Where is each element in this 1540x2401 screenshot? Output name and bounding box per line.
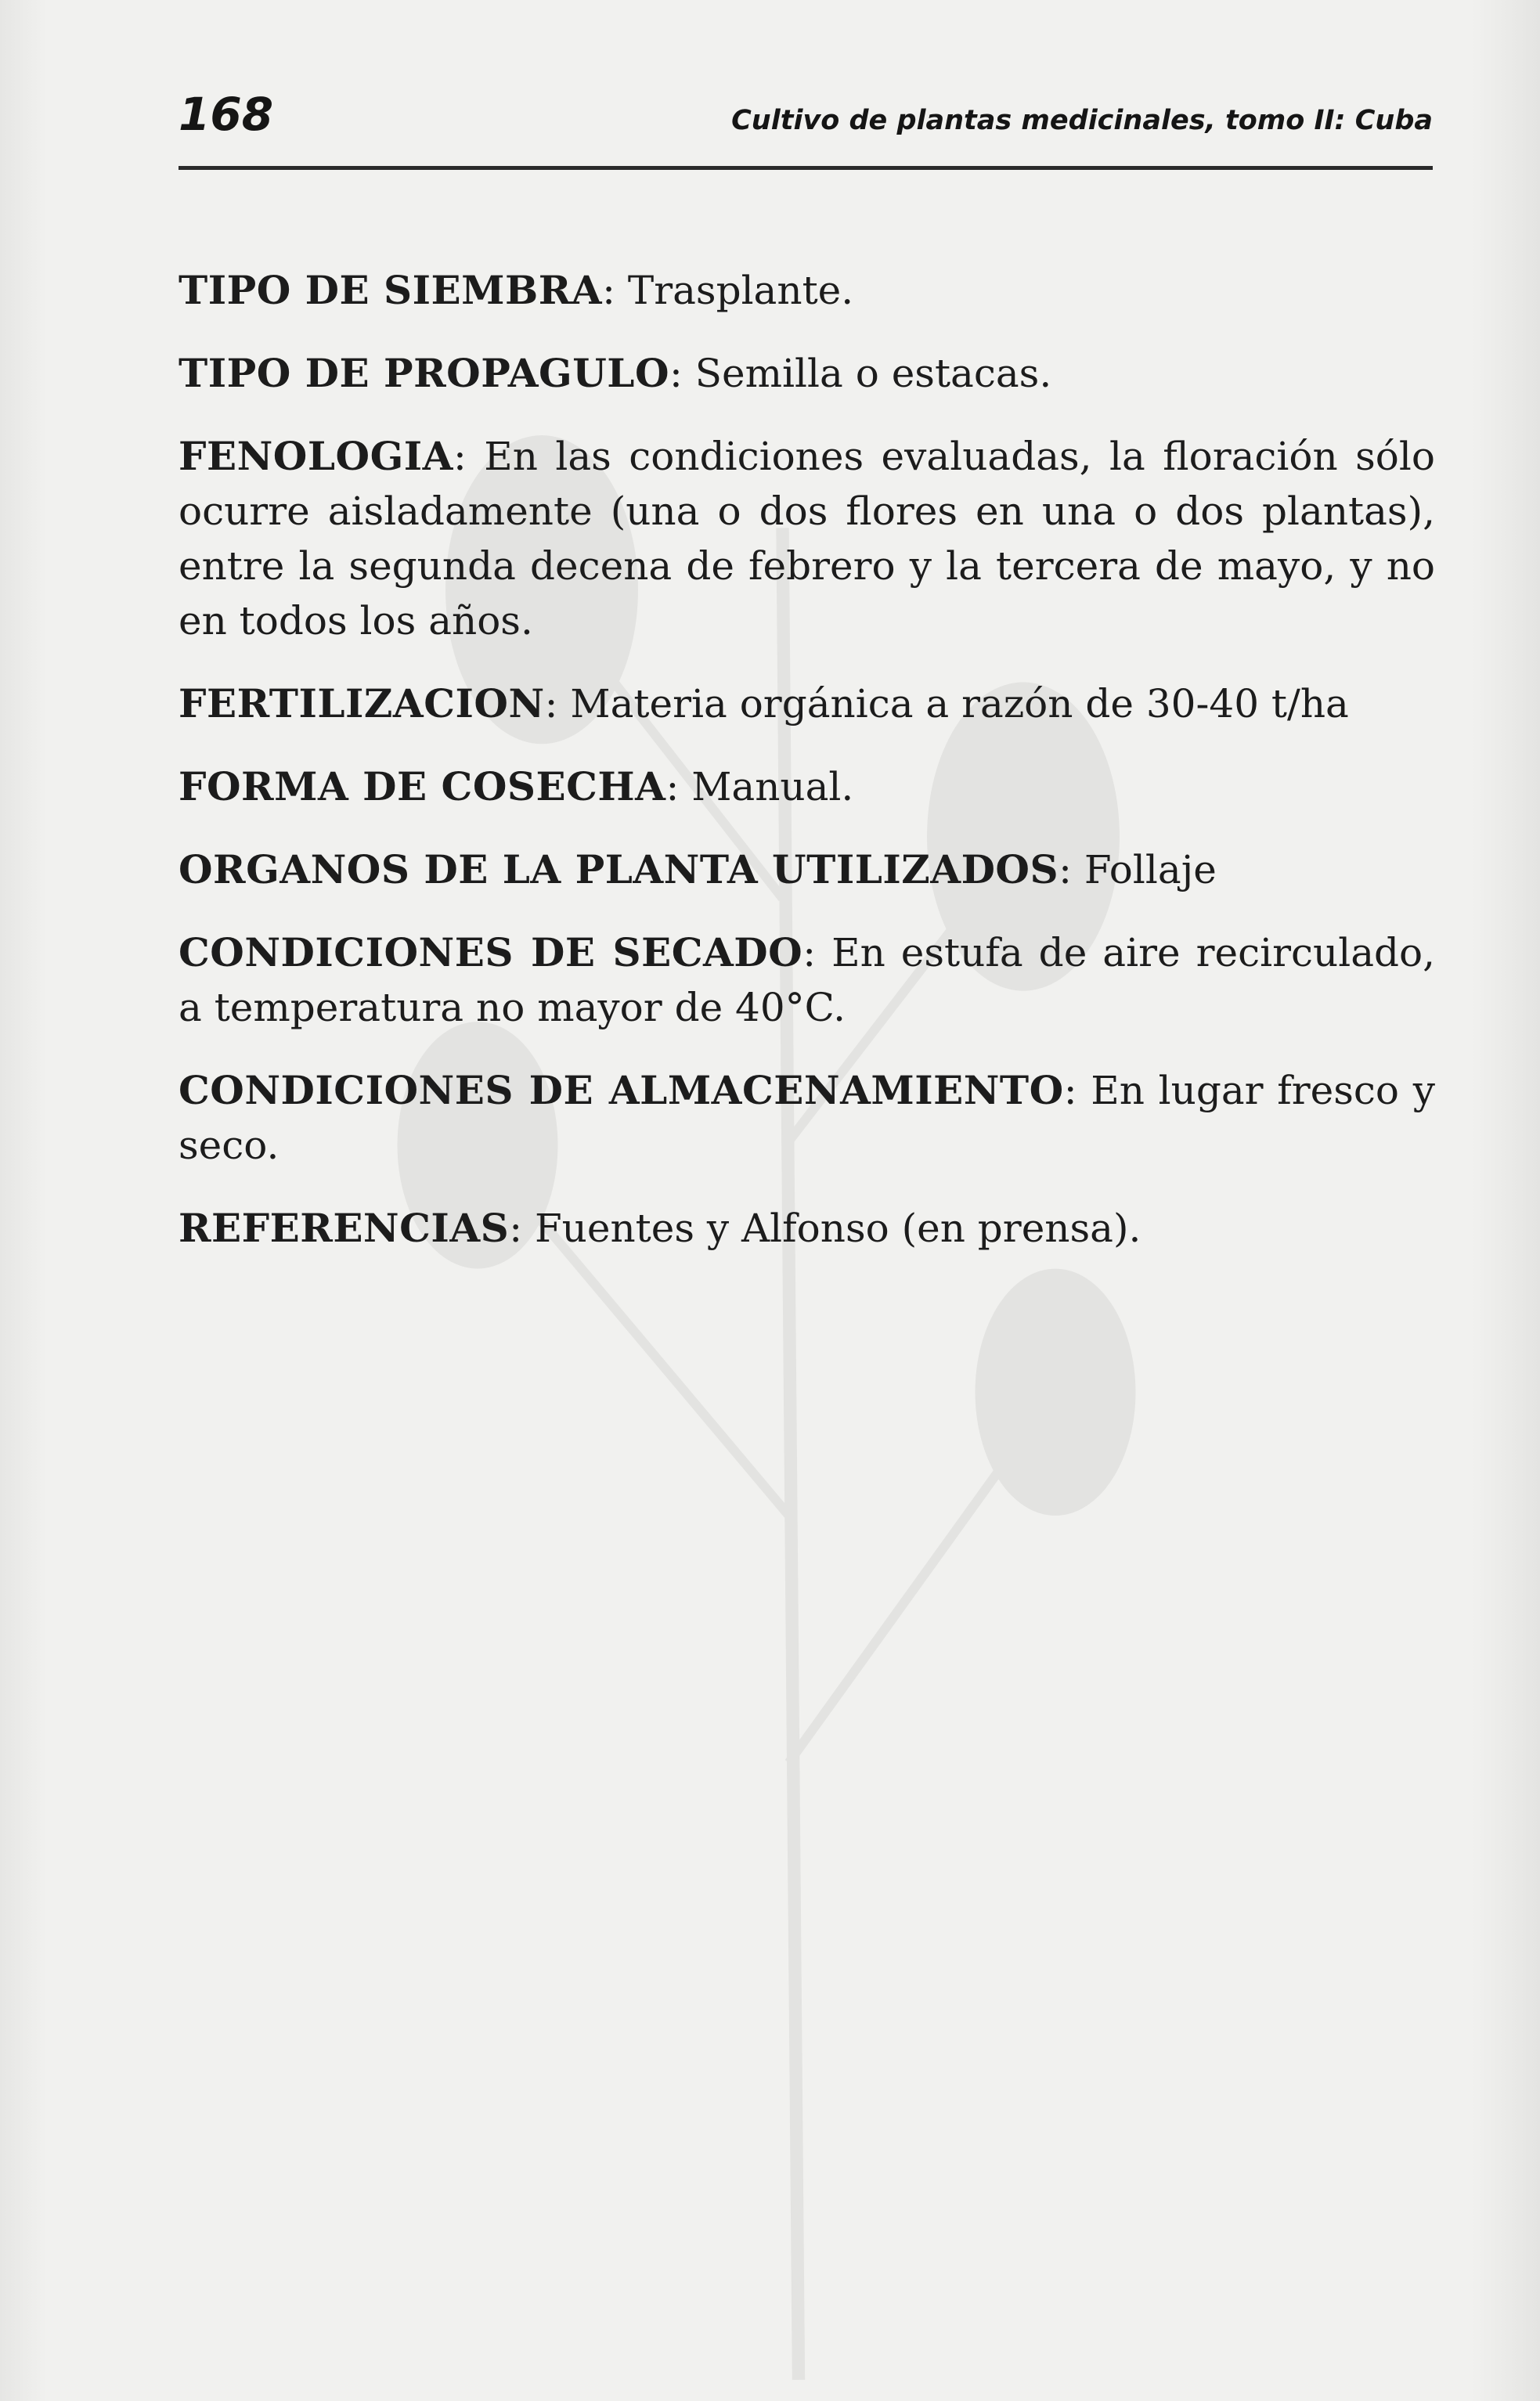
entry-text: Materia orgánica a razón de 30-40 t/ha [570, 681, 1349, 726]
entry-label: FORMA DE COSECHA [179, 763, 666, 809]
text-body [179, 263, 1435, 1284]
entry-text: Trasplante. [627, 268, 854, 313]
page-number: 168 [179, 88, 274, 141]
entry-forma-de-cosecha: FORMA DE COSECHA: Manual. [179, 763, 854, 809]
entry-label: CONDICIONES DE ALMACENAMIENTO [179, 1067, 1064, 1113]
entry-text: Semilla o estacas. [694, 351, 1052, 396]
entry-label: FERTILIZACION [179, 680, 545, 726]
entry-label: FENOLOGIA [179, 433, 453, 479]
entry-organos-utilizados: ORGANOS DE LA PLANTA UTILIZADOS: Follaje [179, 846, 1217, 892]
entry-fertilizacion: FERTILIZACION: Materia orgánica a razón de 30-40 t/ha [179, 680, 1349, 726]
entry-text: Manual. [691, 764, 854, 809]
entry-text: Follaje [1084, 847, 1217, 892]
entry-text: Fuentes y Alfonso (en prensa). [534, 1206, 1141, 1251]
entry-label: ORGANOS DE LA PLANTA UTILIZADOS [179, 846, 1059, 892]
entry-condiciones-de-secado: CONDICIONES DE SECADO: En estufa de aire recirculado, a temperatura no mayor de 40°C. [179, 929, 1436, 1030]
entry-referencias: REFERENCIAS: Fuentes y Alfonso (en prensa). [179, 1205, 1141, 1251]
entry-text: En las condiciones evaluadas, la floración sólo ocurre aisladamente (una o dos flores en una o dos plantas), entre la segunda decena de febrero y la tercera de mayo, y no en todos los años. [179, 434, 1435, 644]
entry-text: En estufa de aire recirculado, a temperatura no mayor de 40°C. [179, 930, 1436, 1030]
entry-label: TIPO DE PROPAGULO [179, 350, 670, 396]
entry-tipo-de-propagulo: TIPO DE PROPAGULO: Semilla o estacas. [179, 350, 1052, 396]
entry-tipo-de-siembra: TIPO DE SIEMBRA: Trasplante. [179, 267, 854, 313]
entry-fenologia: FENOLOGIA: En las condiciones evaluadas, la floración sólo ocurre aisladamente (una o dos flores en una o dos plantas), entre la segunda decena de febrero y la tercera de mayo, y no en todos los años. [179, 433, 1435, 644]
entry-label: TIPO DE SIEMBRA [179, 267, 603, 313]
entry-label: CONDICIONES DE SECADO [179, 929, 803, 975]
entry-text: En lugar fresco y seco. [179, 1068, 1435, 1168]
entry-label: REFERENCIAS [179, 1205, 510, 1251]
page-header [179, 88, 1433, 170]
running-title: Cultivo de plantas medicinales, tomo II: Cuba [731, 105, 1433, 136]
entry-condiciones-de-almacenamiento: CONDICIONES DE ALMACENAMIENTO: En lugar fresco y seco. [179, 1067, 1435, 1168]
